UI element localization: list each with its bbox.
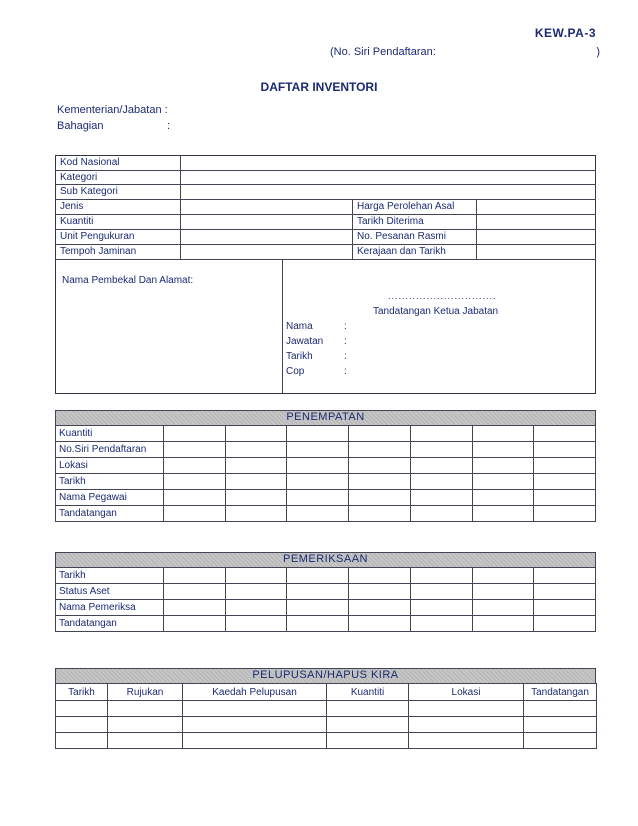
- table-row: [56, 701, 597, 717]
- table-row: [56, 616, 596, 632]
- serial-number-label: (No. Siri Pendaftaran:: [330, 46, 436, 58]
- field-label-sub-kategori: Sub Kategori: [60, 186, 118, 197]
- field-label-harga-perolehan: Harga Perolehan Asal: [357, 201, 455, 212]
- row-divider: [55, 199, 596, 200]
- row-label: Lokasi: [56, 458, 164, 474]
- row-divider: [55, 214, 596, 215]
- table-header-row: [56, 684, 597, 701]
- field-label-kod-nasional: Kod Nasional: [60, 157, 120, 168]
- table-row: [56, 506, 596, 522]
- signature-colon: :: [344, 321, 347, 332]
- field-label-tempoh-jaminan: Tempoh Jaminan: [60, 246, 137, 257]
- table-row: [56, 426, 596, 442]
- row-divider: [55, 229, 596, 230]
- signature-colon: :: [344, 366, 347, 377]
- signature-colon: :: [344, 351, 347, 362]
- table-row: [56, 474, 596, 490]
- pemeriksaan-title: PEMERIKSAAN: [283, 553, 368, 565]
- column-divider: [352, 199, 353, 259]
- table-row: [56, 733, 597, 749]
- signature-field-cop: Cop: [286, 366, 305, 377]
- header-field-label: Kementerian/Jabatan :: [57, 104, 168, 116]
- table-row: [56, 490, 596, 506]
- document-title: DAFTAR INVENTORI: [260, 80, 378, 94]
- column-header: Lokasi: [409, 684, 524, 701]
- row-label: No.Siri Pendaftaran: [56, 442, 164, 458]
- column-header: Kaedah Pelupusan: [183, 684, 327, 701]
- serial-number-line: [330, 46, 600, 58]
- row-label: Tarikh: [56, 474, 164, 490]
- table-row: [56, 458, 596, 474]
- signature-field-nama: Nama: [286, 321, 313, 332]
- pelupusan-table: [55, 683, 597, 749]
- table-row: [56, 584, 596, 600]
- supplier-label: Nama Pembekal Dan Alamat:: [62, 275, 194, 286]
- column-header: Tandatangan: [524, 684, 597, 701]
- signature-field-jawatan: Jawatan: [286, 336, 324, 347]
- row-label: Tarikh: [56, 568, 164, 584]
- header-field-bahagian: [57, 120, 257, 132]
- row-divider: [55, 184, 596, 185]
- row-label: Tandatangan: [56, 506, 164, 522]
- table-row: [56, 600, 596, 616]
- column-header: Tarikh: [56, 684, 108, 701]
- header-field-colon: :: [167, 120, 171, 132]
- row-label: Tandatangan: [56, 616, 164, 632]
- row-label: Status Aset: [56, 584, 164, 600]
- signature-field-tarikh: Tarikh: [286, 351, 313, 362]
- signature-colon: :: [344, 336, 347, 347]
- field-label-kuantiti: Kuantiti: [60, 216, 94, 227]
- field-label-kerajaan-tarikh: Kerajaan dan Tarikh: [357, 246, 446, 257]
- column-divider: [476, 199, 477, 259]
- field-label-jenis: Jenis: [60, 201, 84, 212]
- penempatan-table: [55, 425, 596, 522]
- field-label-tarikh-diterima: Tarikh Diterima: [357, 216, 424, 227]
- signature-dots: ...............................: [388, 291, 497, 301]
- row-label: Nama Pemeriksa: [56, 600, 164, 616]
- field-label-no-pesanan: No. Pesanan Rasmi: [357, 231, 446, 242]
- row-label: Kuantiti: [56, 426, 164, 442]
- table-row: [56, 442, 596, 458]
- form-code: KEW.PA-3: [534, 26, 596, 40]
- column-header: Rujukan: [108, 684, 183, 701]
- penempatan-title: PENEMPATAN: [286, 411, 365, 423]
- pemeriksaan-table: [55, 567, 596, 632]
- field-label-unit-pengukuran: Unit Pengukuran: [60, 231, 135, 242]
- table-row: [56, 568, 596, 584]
- header-field-kementerian: [57, 104, 257, 116]
- column-divider: [282, 259, 283, 394]
- field-label-kategori: Kategori: [60, 172, 98, 183]
- row-divider: [55, 244, 596, 245]
- signature-label: Tandatangan Ketua Jabatan: [373, 306, 499, 317]
- row-label: Nama Pegawai: [56, 490, 164, 506]
- row-divider: [55, 259, 596, 260]
- header-field-label: Bahagian: [57, 120, 104, 132]
- serial-number-close-paren: ): [596, 46, 600, 58]
- column-divider: [180, 155, 181, 259]
- table-row: [56, 717, 597, 733]
- pelupusan-title: PELUPUSAN/HAPUS KIRA: [252, 669, 399, 681]
- column-header: Kuantiti: [327, 684, 409, 701]
- row-divider: [55, 170, 596, 171]
